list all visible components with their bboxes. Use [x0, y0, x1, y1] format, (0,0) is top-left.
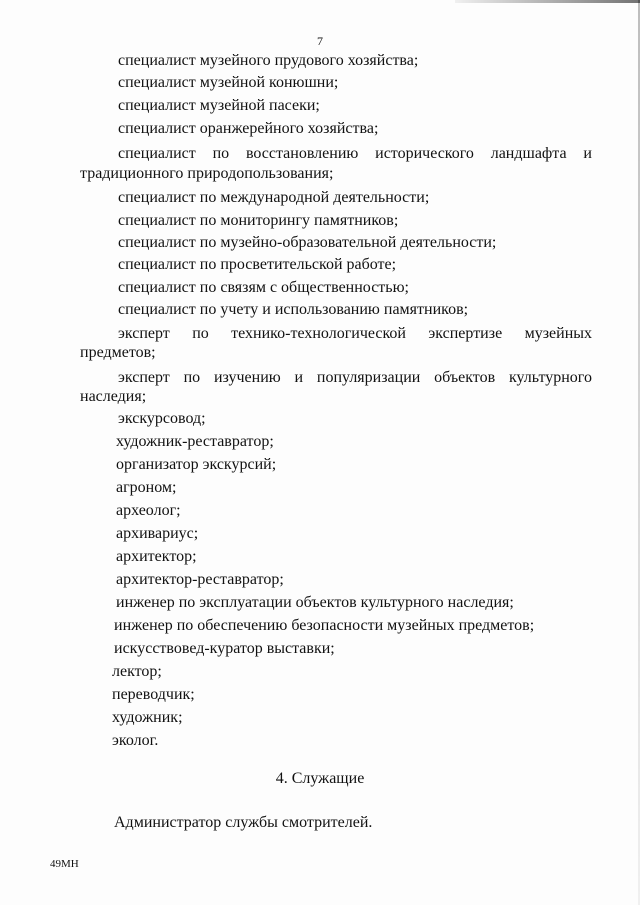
list-item: специалист по международной деятельности; [118, 189, 430, 206]
list-item-continuation: наследия; [80, 388, 147, 405]
list-item-justified [118, 325, 592, 343]
list-item: переводчик; [112, 686, 195, 703]
word: популяризации [316, 369, 421, 386]
list-item: специалист оранжерейного хозяйства; [118, 120, 379, 137]
list-item: инженер по эксплуатации объектов культурного наследия; [116, 594, 514, 611]
page-number: 7 [317, 34, 323, 48]
list-item: организатор экскурсий; [116, 456, 277, 473]
section-heading: 4. Служащие [275, 770, 365, 787]
list-item: специалист по связям с общественностью; [118, 279, 409, 296]
list-item: эколог. [112, 732, 159, 749]
list-item: инженер по обеспечению безопасности музейных предметов; [114, 617, 535, 634]
list-item-continuation: предметов; [80, 344, 156, 361]
list-item-justified [118, 369, 592, 387]
word: и [294, 369, 304, 386]
word: экспертизе [428, 325, 503, 342]
list-item: художник; [112, 709, 183, 726]
list-item: специалист музейной пасеки; [118, 97, 320, 114]
section-item: Администратор службы смотрителей. [114, 814, 373, 831]
word: по [183, 369, 201, 386]
word: специалист [118, 145, 196, 162]
footer-code: 49МН [50, 858, 79, 870]
word: по [192, 325, 209, 342]
list-item: специалист по просветительской работе; [118, 256, 397, 273]
list-item: экскурсовод; [118, 410, 206, 427]
list-item: специалист музейного прудового хозяйства; [118, 52, 419, 69]
list-item-continuation: традиционного природопользования; [80, 165, 334, 182]
list-item: художник-реставратор; [116, 433, 274, 450]
list-item: археолог; [116, 502, 181, 519]
list-item: агроном; [116, 479, 177, 496]
scan-edge [455, 0, 640, 3]
list-item: архивариус; [116, 525, 199, 542]
word: по [212, 145, 230, 162]
list-item: искусствовед-куратор выставки; [114, 640, 335, 657]
word: эксперт [118, 369, 170, 386]
word: технико-технологической [231, 325, 406, 342]
list-item: специалист музейной конюшни; [118, 74, 339, 91]
word: культурного [508, 369, 592, 386]
word: изучению [213, 369, 281, 386]
word: исторического [375, 145, 474, 162]
word: музейных [524, 325, 592, 342]
list-item: лектор; [112, 663, 162, 680]
list-item: специалист по мониторингу памятников; [118, 212, 399, 229]
word: восстановлению [245, 145, 359, 162]
word: эксперт [118, 325, 170, 342]
word: и [583, 145, 592, 162]
list-item: специалист по музейно-образовательной деятельности; [118, 234, 497, 251]
list-item-justified [118, 145, 592, 163]
list-item: архитектор; [116, 548, 197, 565]
word: объектов [434, 369, 496, 386]
word: ландшафта [490, 145, 567, 162]
list-item: архитектор-реставратор; [116, 571, 284, 588]
list-item: специалист по учету и использованию памятников; [118, 301, 469, 318]
